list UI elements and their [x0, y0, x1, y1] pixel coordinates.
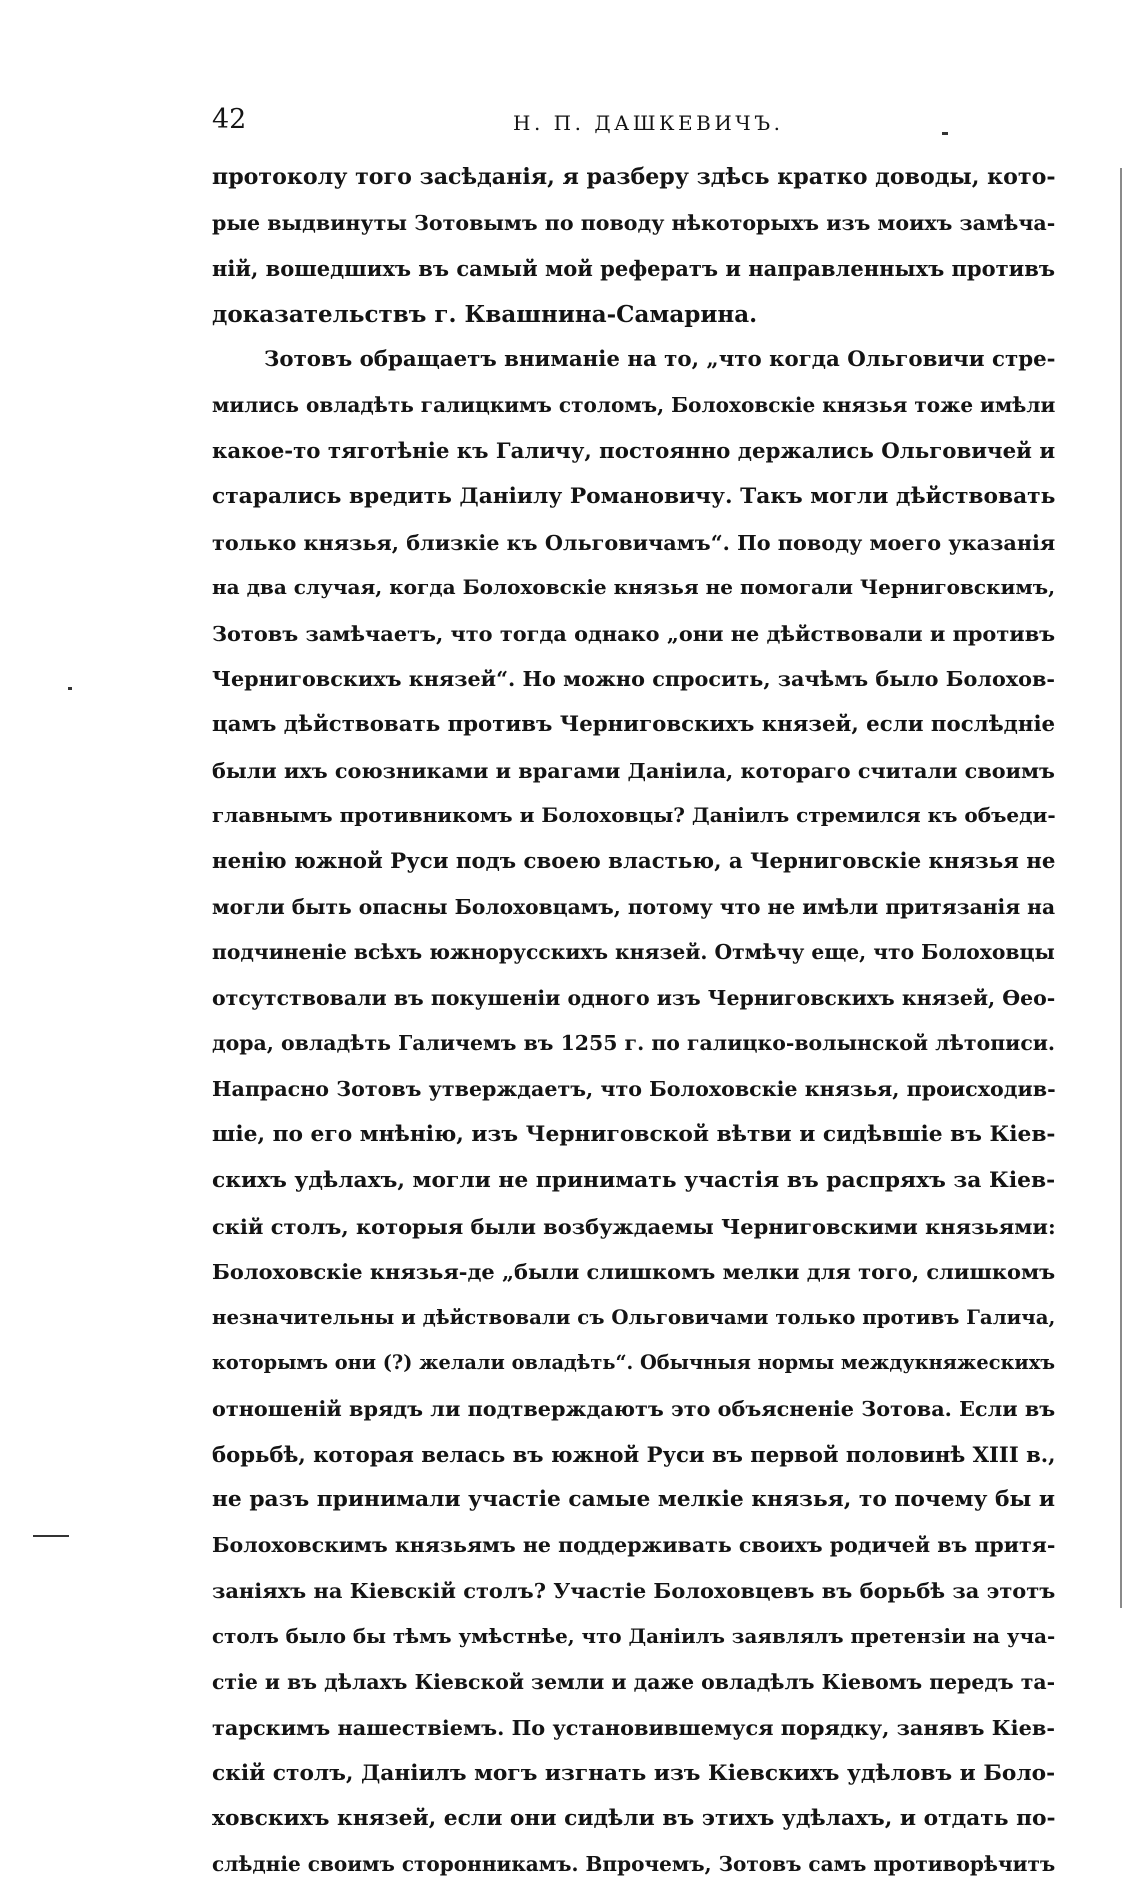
- paragraph-start-line: Зотовъ обращаетъ вниманіе на то, „что когда Ольговичи стре-: [264, 347, 1056, 373]
- text-line: тарскимъ нашествіемъ. По установившемуся порядку, занявъ Кіев-: [212, 1715, 1055, 1741]
- text-line: заніяхъ на Кіевскій столъ? Участіе Болоховцевъ въ борьбѣ за этотъ: [212, 1578, 1056, 1604]
- text-line: слѣдніе своимъ сторонникамъ. Впрочемъ, Зотовъ самъ противорѣчитъ: [212, 1851, 1056, 1876]
- text-line: отсутствовали въ покушеніи одного изъ Черниговскихъ князей, Ѳео-: [212, 985, 1056, 1010]
- page-edge-rule: [1120, 168, 1122, 1608]
- text-line: только князья, близкіе къ Ольговичамъ“. По поводу моего указанія: [212, 529, 1056, 555]
- text-line: не разъ принимали участіе самые мелкіе князья, то почему бы и: [212, 1487, 1056, 1513]
- text-line: цамъ дѣйствовать противъ Черниговскихъ князей, если послѣдніе: [212, 712, 1056, 738]
- text-line: стіе и въ дѣлахъ Кіевской земли и даже овладѣлъ Кіевомъ передъ та-: [212, 1669, 1056, 1694]
- text-line: старались вредить Даніилу Романовичу. Такъ могли дѣйствовать: [212, 484, 1056, 510]
- text-line: какое-то тяготѣніе къ Галичу, постоянно держались Ольговичей и: [212, 438, 1056, 464]
- text-line: скій столъ, которыя были возбуждаемы Черниговскими князьями:: [212, 1213, 1056, 1239]
- text-line: были ихъ союзниками и врагами Даніила, котораго считали своимъ: [212, 757, 1055, 783]
- text-line: рые выдвинуты Зотовымъ по поводу нѣкоторыхъ изъ моихъ замѣча-: [212, 210, 1056, 235]
- text-line: доказательствъ г. Квашнина-Самарина.: [212, 300, 758, 328]
- text-line: столъ было бы тѣмъ умѣстнѣе, что Даніилъ заявлялъ претензіи на уча-: [212, 1624, 1056, 1648]
- text-line: шіе, по его мнѣнію, изъ Черниговской вѣтви и сидѣвшіе въ Кіев-: [212, 1122, 1056, 1148]
- text-line: Зотовъ замѣчаетъ, что тогда однако „они не дѣйствовали и противъ: [212, 620, 1056, 646]
- text-line: на два случая, когда Болоховскіе князья не помогали Черниговскимъ,: [212, 575, 1056, 600]
- text-line: незначительны и дѣйствовали съ Ольговичами только противъ Галича,: [212, 1304, 1056, 1329]
- text-line: главнымъ противникомъ и Болоховцы? Даніилъ стремился къ объеди-: [212, 803, 1056, 828]
- print-speck: [942, 132, 948, 135]
- text-line: ній, вошедшихъ въ самый мой рефератъ и направленныхъ противъ: [212, 256, 1055, 282]
- margin-dot: [68, 687, 72, 690]
- text-line: протоколу того засѣданія, я разберу здѣсь кратко доводы, кото-: [212, 164, 1056, 190]
- page-number: 42: [212, 104, 247, 135]
- text-line: Черниговскихъ князей“. Но можно спросить, зачѣмъ было Болохов-: [212, 666, 1056, 691]
- margin-rule: [33, 1535, 69, 1537]
- text-line: Болоховскіе князья-де „были слишкомъ мелки для того, слишкомъ: [212, 1259, 1056, 1285]
- running-head: Н. П. ДАШКЕВИЧЪ.: [513, 111, 784, 135]
- text-line: ненію южной Руси подъ своею властью, а Черниговскіе князья не: [212, 848, 1056, 874]
- body-text: [212, 155, 1060, 1888]
- text-line: ховскихъ князей, если они сидѣли въ этихъ удѣлахъ, и отдать по-: [212, 1806, 1056, 1832]
- text-line: скій столъ, Даніилъ могъ изгнать изъ Кіевскихъ удѣловъ и Боло-: [212, 1760, 1056, 1786]
- text-line: могли быть опасны Болоховцамъ, потому что не имѣли притязанія на: [212, 894, 1056, 919]
- text-line: скихъ удѣлахъ, могли не принимать участія въ распряхъ за Кіев-: [212, 1168, 1056, 1194]
- text-line: Напрасно Зотовъ утверждаетъ, что Болоховскіе князья, происходив-: [212, 1076, 1056, 1101]
- text-line: дора, овладѣть Галичемъ въ 1255 г. по галицко-волынской лѣтописи.: [212, 1031, 1056, 1056]
- text-line: которымъ они (?) желали овладѣть“. Обычныя нормы междукняжескихъ: [212, 1351, 1056, 1375]
- text-line: отношеній врядъ ли подтверждаютъ это объясненіе Зотова. Если въ: [212, 1396, 1056, 1422]
- text-line: Болоховскимъ князьямъ не поддерживать своихъ родичей въ притя-: [212, 1532, 1056, 1557]
- text-line: мились овладѣть галицкимъ столомъ, Болоховскіе князья тоже имѣли: [212, 392, 1056, 417]
- text-line: подчиненіе всѣхъ южнорусскихъ князей. Отмѣчу еще, что Болоховцы: [212, 940, 1055, 965]
- text-line: борьбѣ, которая велась въ южной Руси въ первой половинѣ XIII в.,: [212, 1441, 1056, 1467]
